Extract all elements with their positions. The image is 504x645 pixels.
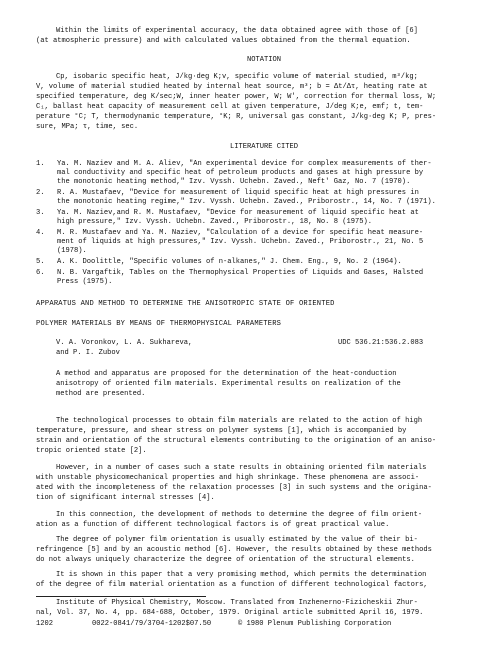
- article-title-line-1: APPARATUS AND METHOD TO DETERMINE THE ANISOTROPIC STATE OF ORIENTED: [36, 300, 335, 308]
- reference-line: (1978).: [57, 247, 87, 256]
- article-code: 0022-0841/79/3704-1202$07.50: [92, 620, 212, 628]
- notation-line: perature °C; T, thermodynamic temperature, °K; R, universal gas constant, J/kg·deg K; P, pres-: [36, 113, 437, 121]
- notation-line: specified temperature, deg K/sec;W, inner heater power, W; W', correction for thermal loss, W;: [36, 93, 437, 101]
- body-line: strain and orientation of the structural elements contributing to the origination of an aniso-: [36, 437, 437, 445]
- body-line: ation as a function of different technological factors is of great practical value.: [36, 521, 390, 529]
- body-line: of the degree of film material orientation as a function of different technological factors,: [36, 581, 428, 589]
- reference-line: mal conductivity and specific heat of petroleum products and gases at high pressure by: [57, 169, 424, 178]
- body-line: with unstable physicomechanical properties and high shrinkage. These phenomena are associ-: [36, 474, 420, 482]
- notation-line: V, volume of material studied heated by internal heat source, m³; b = Δt/Δτ, heating rate at: [36, 83, 428, 91]
- body-line: In this connection, the development of methods to determine the degree of film orient-: [56, 511, 423, 519]
- body-line: It is shown in this paper that a very promising method, which permits the determination: [56, 571, 427, 579]
- abstract-line: anisotropy of oriented film materials. Experimental results on realization of the: [56, 380, 401, 388]
- reference-number: 6.: [36, 269, 45, 277]
- reference-line: Ya. M. Naziev and M. A. Aliev, "An experimental device for complex measurements of ther-: [57, 160, 432, 168]
- intro-line-2: (at atmospheric pressure) and with calculated values obtained from the thermal equation.: [36, 37, 411, 45]
- reference-line: ment of liquids at high pressures," Izv. Vyssh. Uchebn. Zaved., Priborostr., 21, No. 5: [57, 238, 424, 247]
- article-title-line-2: POLYMER MATERIALS BY MEANS OF THERMOPHYSICAL PARAMETERS: [36, 320, 282, 328]
- reference-number: 2.: [36, 189, 45, 197]
- udc-code: UDC 536.21:536.2.083: [338, 339, 424, 347]
- notation-line: C₁, ballast heat capacity of measurement cell at given temperature, J/deg K;e, emf; t, tem-: [36, 103, 424, 111]
- body-line: ated with the incompleteness of the relaxation processes [3] in such systems and the origina-: [36, 484, 432, 492]
- body-line: tion of significant internal stresses [4].: [36, 494, 215, 502]
- reference-number: 5.: [36, 258, 45, 266]
- reference-number: 1.: [36, 160, 45, 168]
- notation-heading: NOTATION: [246, 56, 282, 64]
- footnote-line-1: Institute of Physical Chemistry, Moscow. Translated from Inzhenerno-Fizicheskii Zhur-: [56, 599, 418, 607]
- reference-line: R. A. Mustafaev, "Device for measurement of liquid specific heat at high pressures in: [57, 189, 419, 197]
- abstract-line: A method and apparatus are proposed for the determination of the heat-conduction: [56, 370, 397, 378]
- literature-heading: LITERATURE CITED: [229, 143, 299, 151]
- notation-line: Cp, isobaric specific heat, J/kg·deg K;v, specific volume of material studied, m³/kg;: [56, 73, 418, 81]
- authors-line-2: and P. I. Zubov: [56, 349, 120, 357]
- reference-number: 4.: [36, 229, 45, 237]
- reference-line: the monotonic heating regime," Izv. Vyssh. Uchebn. Zaved., Priborostr., 14, No. 7 (1971).: [57, 198, 436, 207]
- reference-line: Ya. M. Naziev,and R. M. Mustafaev, "Device for measurement of liquid specific heat at: [57, 209, 419, 217]
- reference-line: Press (1975).: [57, 278, 113, 287]
- reference-line: the monotonic heating method," Izv. Vyssh. Uchebn. Zaved., Neft' Gaz, No. 7 (1970).: [57, 178, 411, 187]
- body-line: The technological processes to obtain film materials are related to the action of high: [56, 417, 423, 425]
- intro-line-1: Within the limits of experimental accuracy, the data obtained agree with those of [6]: [56, 27, 418, 35]
- page-number: 1202: [36, 620, 54, 628]
- reference-line: high pressure," Izv. Vyssh. Uchebn. Zaved., Priborostr., 18, No. 8 (1975).: [57, 218, 373, 227]
- footnote-rule: [36, 596, 206, 597]
- body-line: The degree of polymer film orientation is usually estimated by the value of their bi-: [56, 536, 418, 544]
- body-line: do not always uniquely characterize the degree of orientation of the structural elements.: [36, 556, 415, 564]
- reference-line: M. R. Mustafaev and Ya. M. Naziev, "Calculation of a device for specific heat measure-: [57, 229, 424, 237]
- body-line: refringence [5] and by an acoustic method [6]. However, the results obtained by these methods: [36, 546, 432, 554]
- reference-line: A. K. Doolittle, "Specific volumes of n-alkanes," J. Chem. Eng., 9, No. 2 (1964).: [57, 258, 402, 266]
- notation-line: sure, MPa; τ, time, sec.: [36, 123, 139, 131]
- footnote-line-2: nal, Vol. 37, No. 4, pp. 684-688, October, 1979. Original article submitted April 16, 1979.: [36, 609, 424, 617]
- body-line: However, in a number of cases such a state results in obtaining oriented film materials: [56, 464, 427, 472]
- reference-line: N. B. Vargaftik, Tables on the Thermophysical Properties of Liquids and Gases, Halsted: [57, 269, 424, 277]
- body-line: temperature, pressure, and shear stress on polymer systems [1], which is accompanied by: [36, 427, 407, 435]
- reference-number: 3.: [36, 209, 45, 217]
- abstract-line: method are presented.: [56, 390, 146, 398]
- copyright-line: © 1980 Plenum Publishing Corporation: [238, 620, 392, 628]
- body-line: tropic oriented state [2].: [36, 447, 147, 455]
- authors-line-1: V. A. Voronkov, L. A. Sukhareva,: [56, 339, 193, 347]
